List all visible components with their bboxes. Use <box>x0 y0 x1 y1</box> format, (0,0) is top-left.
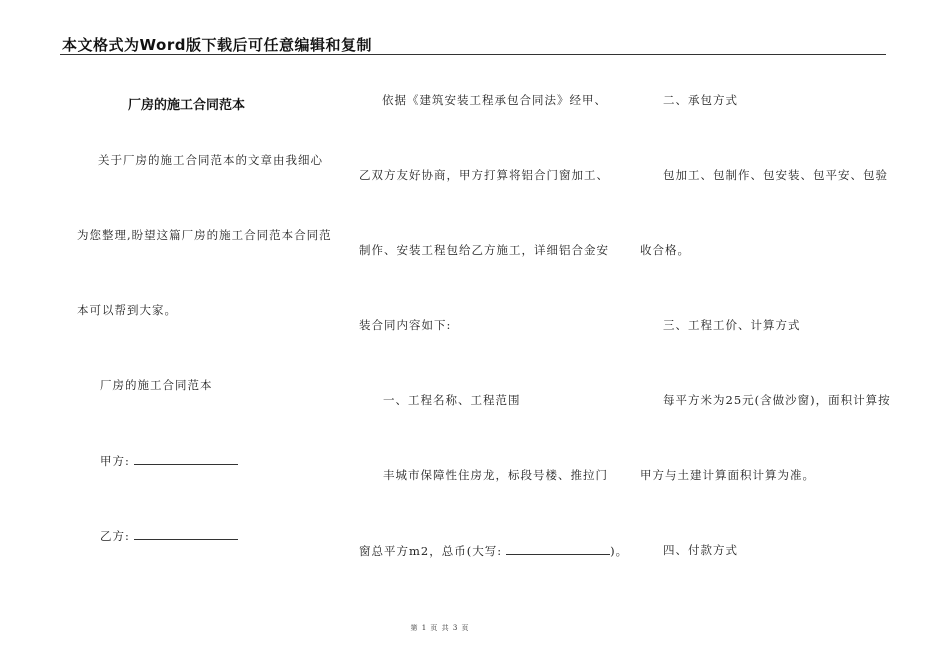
paragraph-line: 依据《建筑安装工程承包合同法》经甲、 <box>382 93 607 107</box>
total-prefix: 窗总平方m2，总币(大写: <box>359 544 503 558</box>
paragraph-line: 甲方与土建计算面积计算为准。 <box>640 468 815 482</box>
paragraph-line: 厂房的施工合同范本 <box>100 378 213 392</box>
total-amount-row <box>359 543 628 558</box>
paragraph-line: 关于厂房的施工合同范本的文章由我细心 <box>98 153 323 167</box>
paragraph-line: 包加工、包制作、包安装、包平安、包验 <box>663 168 888 182</box>
paragraph-line: 制作、安装工程包给乙方施工，详细铝合金安 <box>359 243 609 257</box>
section-heading: 二、承包方式 <box>663 93 738 107</box>
total-suffix: )。 <box>610 544 629 558</box>
document-heading: 厂房的施工合同范本 <box>128 98 246 113</box>
total-amount-blank <box>506 543 610 555</box>
header-divider <box>60 54 886 55</box>
paragraph-line: 为您整理,盼望这篇厂房的施工合同范本合同范 <box>77 228 332 242</box>
paragraph-line: 每平方米为25元(含做沙窗)，面积计算按 <box>663 393 891 407</box>
party-a-row <box>100 453 238 468</box>
paragraph-line: 丰城市保障性住房龙，标段号楼、推拉门 <box>383 468 608 482</box>
party-b-blank <box>134 528 238 540</box>
party-b-row <box>100 528 238 543</box>
paragraph-line: 乙双方友好协商，甲方打算将铝合门窗加工、 <box>359 168 609 182</box>
party-a-blank <box>134 453 238 465</box>
section-heading: 三、工程工价、计算方式 <box>663 318 801 332</box>
document-header-title: 本文格式为Word版下载后可任意编辑和复制 <box>62 36 372 54</box>
paragraph-line: 装合同内容如下: <box>359 318 452 332</box>
party-a-label: 甲方: <box>100 454 130 468</box>
paragraph-line: 收合格。 <box>640 243 690 257</box>
section-heading: 一、工程名称、工程范围 <box>383 393 521 407</box>
party-b-label: 乙方: <box>100 529 130 543</box>
page-number: 第 1 页 共 3 页 <box>410 624 470 632</box>
section-heading: 四、付款方式 <box>663 543 738 557</box>
paragraph-line: 本可以帮到大家。 <box>77 303 177 317</box>
